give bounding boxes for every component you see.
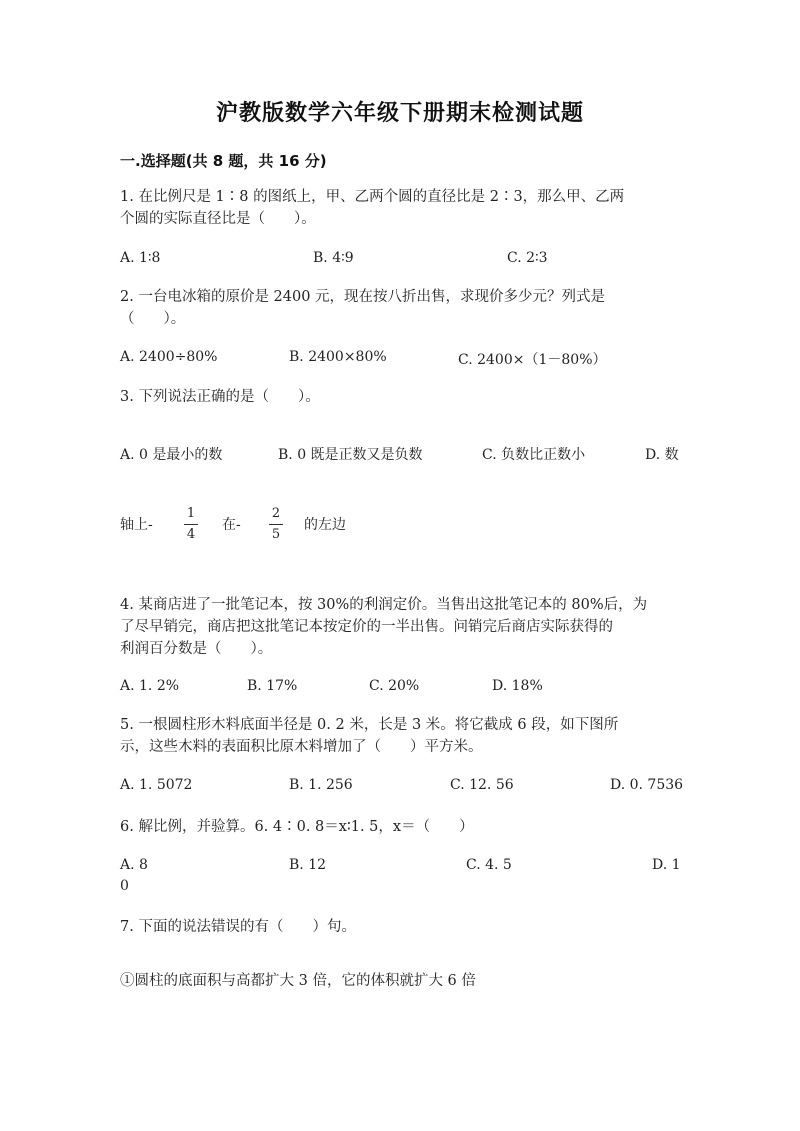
question-1-line-1: 1. 在比例尺是 1∶8 的图纸上，甲、乙两个圆的直径比是 2∶3，那么甲、乙两 — [120, 189, 625, 205]
question-1-option-a: A. 1∶8 — [120, 250, 161, 266]
question-5-line-2: 示，这些木料的表面积比原木料增加了（ ）平方米。 — [120, 739, 483, 755]
question-5-line-1: 5. 一根圆柱形木料底面半径是 0. 2 米，长是 3 米。将它截成 6 段，如下图所 — [120, 717, 619, 733]
question-2-option-c: C. 2400×（1－80%） — [458, 352, 607, 368]
question-3-option-a: A. 0 是最小的数 — [120, 447, 223, 463]
page-title: 沪教版数学六年级下册期末检测试题 — [215, 101, 584, 126]
question-2-option-b: B. 2400×80% — [289, 349, 387, 365]
fraction-numerator: 2 — [271, 506, 281, 521]
fraction-two-fifths — [269, 506, 283, 543]
question-3-continuation-suffix: 的左边 — [304, 517, 346, 533]
question-4-line-1: 4. 某商店进了一批笔记本，按 30%的利润定价。当售出这批笔记本的 80%后，为 — [120, 597, 648, 613]
question-3-line-1: 3. 下列说法正确的是（ ）。 — [120, 389, 320, 405]
fraction-one-quarter — [184, 506, 198, 543]
question-4-option-b: B. 17% — [247, 678, 298, 694]
question-4-line-2: 了尽早销完，商店把这批笔记本按定价的一半出售。问销完后商店实际获得的 — [120, 619, 613, 635]
question-3-option-b: B. 0 既是正数又是负数 — [278, 447, 423, 463]
question-1-line-2: 个圆的实际直径比是（ ）。 — [120, 211, 316, 227]
question-2-line-2: （ ）。 — [120, 311, 186, 327]
question-7-line-1: 7. 下面的说法错误的有（ ）句。 — [120, 919, 356, 935]
question-5-option-c: C. 12. 56 — [450, 777, 514, 793]
question-6-option-d: D. 1 — [652, 857, 681, 873]
fraction-numerator: 1 — [186, 506, 196, 521]
question-5-option-d: D. 0. 7536 — [610, 777, 684, 793]
question-6-option-d-wrap: 0 — [120, 878, 129, 894]
question-2-line-1: 2. 一台电冰箱的原价是 2400 元，现在按八折出售，求现价多少元？列式是 — [120, 289, 606, 305]
question-2-option-a: A. 2400÷80% — [120, 349, 218, 365]
question-5-option-a: A. 1. 5072 — [120, 777, 193, 793]
question-6-option-c: C. 4. 5 — [466, 857, 512, 873]
question-3-option-d: D. 数 — [645, 447, 679, 463]
question-4-option-c: C. 20% — [369, 678, 420, 694]
question-4-line-3: 利润百分数是（ ）。 — [120, 641, 273, 657]
question-4-option-d: D. 18% — [492, 678, 543, 694]
fraction-denominator: 4 — [186, 527, 196, 542]
question-3-option-c: C. 负数比正数小 — [482, 447, 586, 463]
question-3-continuation-mid: 在- — [222, 517, 241, 533]
question-1-option-c: C. 2∶3 — [507, 250, 548, 266]
question-6-line-1: 6. 解比例，并验算。6. 4∶0. 8＝x∶1. 5，x＝（ ） — [120, 819, 474, 835]
fraction-bar — [184, 524, 198, 525]
fraction-bar — [269, 524, 283, 525]
question-1-option-b: B. 4∶9 — [313, 250, 354, 266]
question-3-continuation-prefix: 轴上- — [120, 517, 153, 533]
question-5-option-b: B. 1. 256 — [289, 777, 353, 793]
section-heading: 一.选择题(共 8 题，共 16 分) — [120, 152, 327, 170]
question-6-option-b: B. 12 — [289, 857, 327, 873]
question-7-statement-1: ①圆柱的底面积与高都扩大 3 倍，它的体积就扩大 6 倍 — [120, 973, 476, 989]
fraction-denominator: 5 — [271, 527, 281, 542]
question-4-option-a: A. 1. 2% — [120, 678, 180, 694]
question-6-option-a: A. 8 — [120, 857, 148, 873]
